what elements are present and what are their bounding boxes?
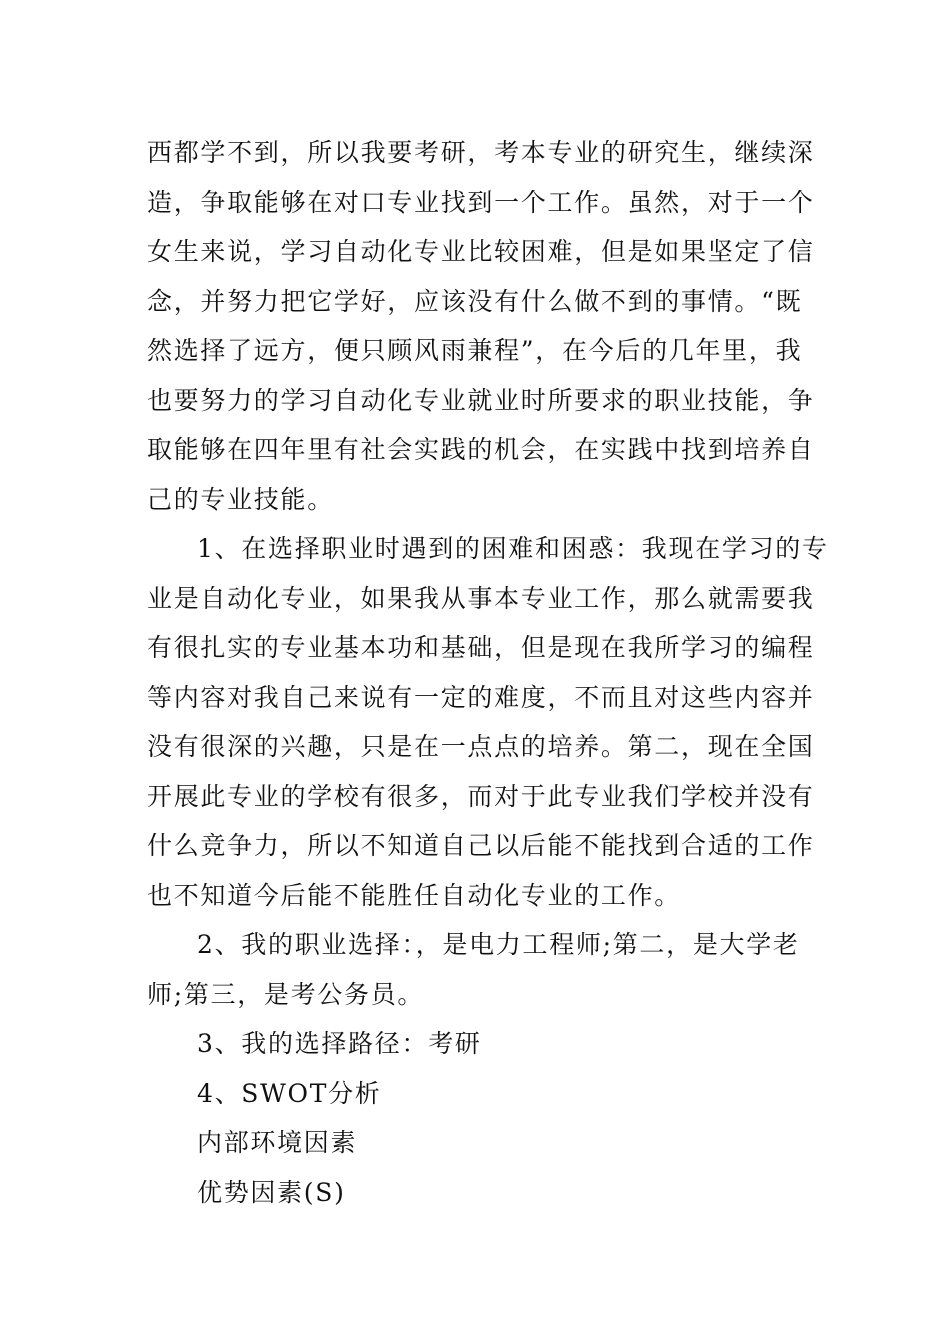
text-line: 西都学不到，所以我要考研，考本专业的研究生，继续深: [147, 138, 815, 167]
text-line: 己的专业技能。: [147, 484, 334, 514]
text-line: 有很扎实的专业基本功和基础，但是现在我所学习的编程: [147, 633, 815, 662]
subsection-heading: 内部环境因素: [197, 1128, 358, 1157]
text-line: 也要努力的学习自动化专业就业时所要求的职业技能，争: [147, 385, 815, 415]
document-body: [147, 128, 829, 1217]
text-line: 业是自动化专业，如果我从事本专业工作，那么就需要我: [147, 583, 815, 613]
text-line: 然选择了远方，便只顾风雨兼程”，在今后的几年里，我: [147, 336, 803, 365]
text-line: 没有很深的兴趣，只是在一点点的培养。第二，现在全国: [147, 732, 815, 761]
subsection-heading: 优势因素(S): [197, 1177, 346, 1207]
text-line: 念，并努力把它学好，应该没有什么做不到的事情。“既: [147, 286, 803, 316]
text-line: 师;第三，是考公务员。: [147, 979, 425, 1009]
text-line: 也不知道今后能不能胜任自动化专业的工作。: [147, 880, 682, 910]
section-heading: 4、SWOT分析: [197, 1078, 382, 1108]
text-line: 取能够在四年里有社会实践的机会，在实践中找到培养自: [147, 435, 815, 464]
paragraph-first-line: 3、我的选择路径：考研: [197, 1029, 482, 1058]
text-line: 女生来说，学习自动化专业比较困难，但是如果坚定了信: [147, 237, 815, 266]
text-line: 造，争取能够在对口专业找到一个工作。虽然，对于一个: [147, 187, 815, 217]
paragraph-first-line: 1、在选择职业时遇到的困难和困惑：我现在学习的专: [197, 534, 829, 563]
paragraph-first-line: 2、我的职业选择：，是电力工程师;第二，是大学老: [197, 930, 800, 959]
text-line: 等内容对我自己来说有一定的难度，不而且对这些内容并: [147, 682, 815, 712]
text-line: 什么竞争力，所以不知道自己以后能不能找到合适的工作: [147, 831, 815, 860]
text-line: 开展此专业的学校有很多，而对于此专业我们学校并没有: [147, 781, 815, 811]
